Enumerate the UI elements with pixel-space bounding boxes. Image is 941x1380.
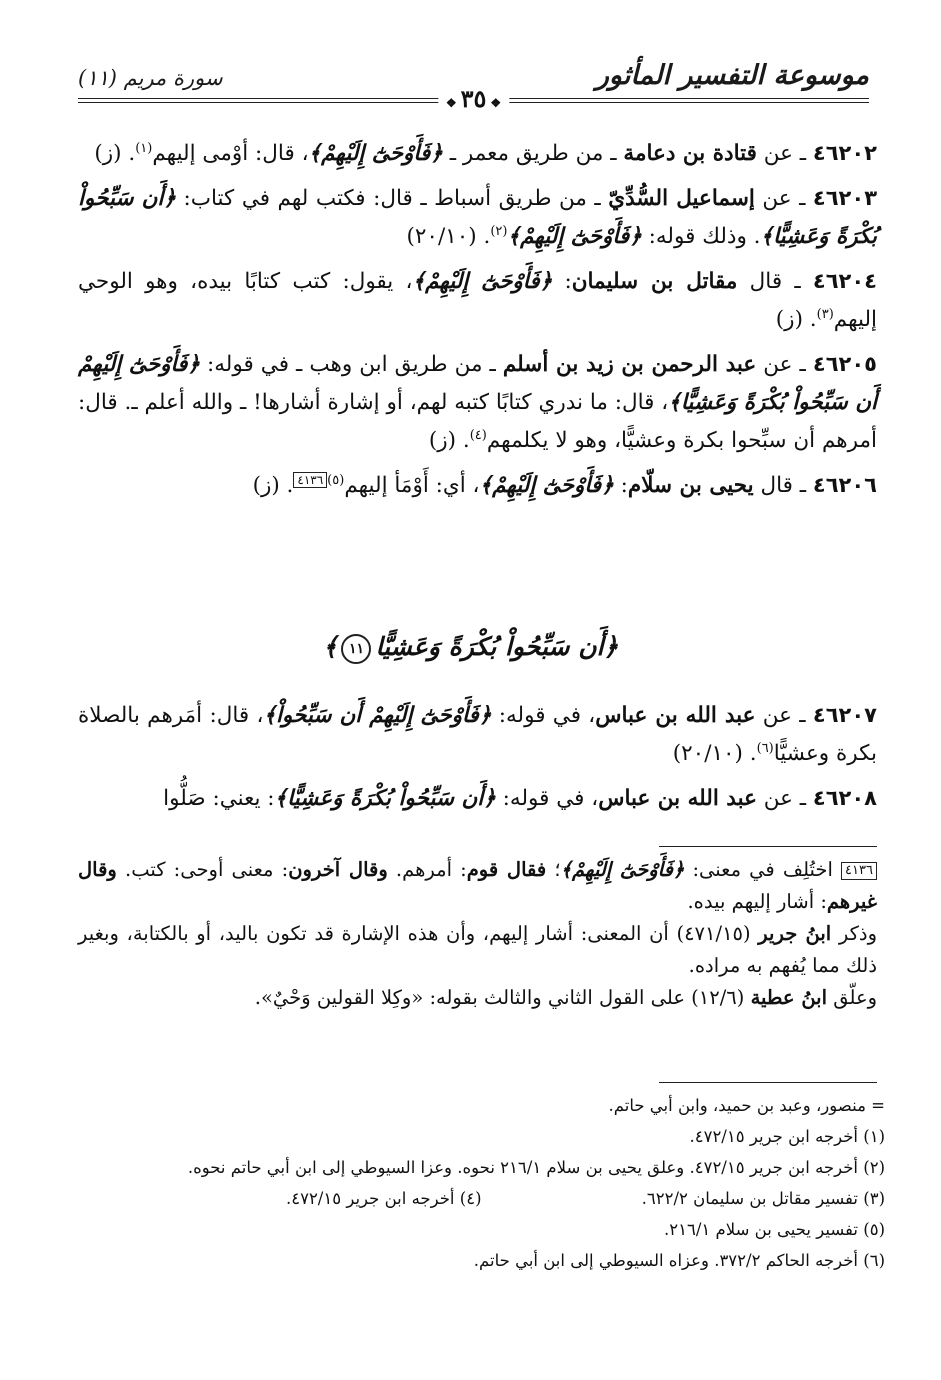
narration-text: ، قال: أمَرهم بالصلاة بكرة وعشيًّا xyxy=(78,703,877,766)
footnote-6: (٦) أخرجه الحاكم ٣٧٢/٢. وعزاه السيوطي إلى ابن أبي حاتم. xyxy=(473,1251,885,1270)
narration-text: ، في قوله: xyxy=(495,786,599,811)
narration-number: ٤٦٢٠٧ xyxy=(812,703,877,727)
commentary-text: : معنى أوحى: كتب. xyxy=(116,858,289,881)
footnote-ref: (١) xyxy=(135,140,153,156)
commentary-block xyxy=(78,854,877,1014)
scholar-name: ابنُ عطية xyxy=(750,986,828,1009)
ornament-icon: ❖ xyxy=(490,96,502,110)
commentary-paragraph xyxy=(78,918,877,982)
footnote-ref: (٢) xyxy=(490,223,508,239)
narration-46203 xyxy=(78,179,877,256)
narration-text: ـ عن xyxy=(756,141,813,166)
quran-quote: ﴿أَن سَبِّحُواْ بُكْرَةً وَعَشِيًّا﴾ xyxy=(274,786,496,811)
footnote-rule xyxy=(659,1082,877,1083)
book-title: موسوعة التفسير المأثور xyxy=(595,60,869,91)
footnotes xyxy=(78,1090,885,1276)
narration-source: . (ز) xyxy=(775,307,817,332)
quran-quote: ﴿فَأَوْحَىٰٓ إِلَيْهِمْ﴾ xyxy=(507,224,642,249)
opinion-label: وقال آخرون xyxy=(288,858,388,881)
commentary-paragraph xyxy=(78,982,877,1014)
commentary-text: وعلّق xyxy=(827,986,877,1009)
footnote-3: (٣) تفسير مقاتل بن سليمان ٦٢٢/٢. xyxy=(641,1189,885,1208)
quran-quote: ﴿فَأَوْحَىٰٓ إِلَيْهِمْ﴾ xyxy=(560,858,685,881)
narration-46204 xyxy=(78,262,877,339)
narration-text: ـ عن xyxy=(756,352,813,377)
narration-text: ـ قال xyxy=(737,269,813,294)
commentary-ref-box: ٤١٣٦ xyxy=(293,472,327,488)
scholar-name: ابنُ جرير xyxy=(758,922,832,945)
footnote-ref: (٦) xyxy=(756,740,774,756)
narration-text: ، قال: ما ندري كتابًا كتبه لهم، أو إشارة أشارها! ـ والله أعلم ـ. قال: أمرهم أن سبِّحوا بكرة وعشيًّا، وهو لا يكلمهم xyxy=(78,390,877,453)
narration-text: ، في قوله: xyxy=(491,703,596,728)
surah-label: سورة مريم (١١) xyxy=(78,66,223,90)
narration-source: . (ز) xyxy=(252,473,294,498)
footnote-ref: (٣) xyxy=(816,306,834,322)
quran-quote: ﴿فَأَوْحَىٰٓ إِلَيْهِمْ أَن سَبِّحُواْ﴾ xyxy=(263,703,492,728)
narration-text: ـ عن xyxy=(756,786,813,811)
page-number: ٣٥ xyxy=(460,84,487,113)
narrator-name: مقاتل بن سليمان xyxy=(571,269,738,294)
narration-text: ـ من طريق أسباط ـ قال: فكتب لهم في كتاب: xyxy=(176,186,609,211)
quran-quote: ﴿فَأَوْحَىٰٓ إِلَيْهِمْ﴾ xyxy=(412,269,553,294)
footnote-ref: (٤) xyxy=(469,427,487,443)
quran-quote: ﴿فَأَوْحَىٰٓ إِلَيْهِمْ﴾ xyxy=(308,141,443,166)
narration-46205 xyxy=(78,345,877,460)
narrator-name: عبد الله بن عباس xyxy=(598,786,757,811)
narration-number: ٤٦٢٠٦ xyxy=(812,473,877,497)
narrator-name: عبد الله بن عباس xyxy=(595,703,756,728)
narration-source: . (ز) xyxy=(94,141,136,166)
footnote-5: (٥) تفسير يحيى بن سلام ٢١٦/١. xyxy=(664,1220,885,1239)
narration-text: ـ عن xyxy=(754,186,813,211)
narration-number: ٤٦٢٠٢ xyxy=(812,141,877,165)
quran-quote: ﴿أَن سَبِّحُواْ بُكْرَةً وَعَشِيًّا﴾ xyxy=(78,186,877,249)
ayah-number-icon: ١١ xyxy=(341,634,371,664)
narration-text: ، قال: أوْمى إليهم xyxy=(152,141,309,166)
narration-text: ـ من طريق ابن وهب ـ في قوله: xyxy=(199,352,503,377)
commentary-text: وذكر xyxy=(831,922,877,945)
narration-text: ، أي: أَوْمَأ إليهم xyxy=(344,473,480,498)
footnote-1: (١) أخرجه ابن جرير ٤٧٢/١٥. xyxy=(689,1127,885,1146)
commentary-text: اختُلِف في معنى: xyxy=(684,858,842,881)
narration-46207 xyxy=(78,696,877,773)
narrator-name: عبد الرحمن بن زيد بن أسلم xyxy=(502,352,757,377)
narrations-block-1 xyxy=(78,134,877,511)
narration-source: . (٢٠/١٠) xyxy=(672,741,757,766)
narration-number: ٤٦٢٠٤ xyxy=(812,269,877,293)
narration-text: ـ قال xyxy=(753,473,813,498)
narration-number: ٤٦٢٠٨ xyxy=(812,786,877,810)
narration-text: : xyxy=(552,269,572,294)
commentary-text: : أمرهم. xyxy=(387,858,467,881)
narration-source: . (ز) xyxy=(428,428,470,453)
verse-heading xyxy=(0,632,941,664)
narration-text: ـ من طريق معمر ـ xyxy=(442,141,624,166)
narration-46202 xyxy=(78,134,877,173)
verse-close-bracket: ﴾ xyxy=(322,632,338,661)
footnote-4: (٤) أخرجه ابن جرير ٤٧٢/١٥. xyxy=(285,1189,482,1208)
commentary-rule xyxy=(659,846,877,847)
footnote-2: (٢) أخرجه ابن جرير ٤٧٢/١٥. وعلق يحيى بن سلام ٢١٦/١ نحوه. وعزا السيوطي إلى ابن أبي حاتم نحوه. xyxy=(187,1158,885,1177)
narrations-block-2 xyxy=(78,696,877,824)
narration-text: : يعني: صَلُّوا xyxy=(163,786,275,811)
quran-quote: ﴿فَأَوْحَىٰٓ إِلَيْهِمْ أَن سَبِّحُواْ بُكْرَةً وَعَشِيًّا﴾ xyxy=(78,352,877,415)
commentary-text: : أشار إليهم بيده. xyxy=(687,890,827,913)
narration-number: ٤٦٢٠٣ xyxy=(812,186,878,210)
narrator-name: يحيى بن سلّام xyxy=(627,473,754,498)
commentary-text: (٤٧١/١٥) أن المعنى: أشار إليهم، وأن هذه الإشارة قد تكون باليد، أو بالكتابة، وبغير ذلك مما يُفهم به مراده. xyxy=(78,922,877,977)
commentary-number-box: ٤١٣٦ xyxy=(841,862,877,880)
narration-number: ٤٦٢٠٥ xyxy=(812,352,877,376)
narration-text: : xyxy=(613,473,628,498)
narration-text: ، يقول: كتب كتابًا بيده، وهو الوحي إليهم xyxy=(78,269,877,332)
page-number-block xyxy=(438,84,509,113)
narration-text: . وذلك قوله: xyxy=(641,224,761,249)
footnote-pair xyxy=(78,1183,885,1214)
verse-text: ﴿أَن سَبِّحُواْ بُكْرَةً وَعَشِيًّا xyxy=(375,632,619,661)
commentary-text: (١٢/٦) على القول الثاني والثالث بقوله: «وكِلا القولين وَحْيٌ». xyxy=(254,986,751,1009)
running-header xyxy=(78,58,869,113)
narrator-name: قتادة بن دعامة xyxy=(623,141,757,166)
commentary-paragraph xyxy=(78,854,877,918)
footnote-ref: (٥) xyxy=(327,472,345,488)
narration-source: . (٢٠/١٠) xyxy=(406,224,491,249)
narration-text: ـ عن xyxy=(755,703,813,728)
narration-46206 xyxy=(78,466,877,505)
narration-46208 xyxy=(78,779,877,818)
opinion-label: فقال قوم xyxy=(466,858,547,881)
ornament-icon: ❖ xyxy=(445,96,457,110)
quran-quote: ﴿فَأَوْحَىٰٓ إِلَيْهِمْ﴾ xyxy=(479,473,614,498)
footnote-continuation: = منصور، وعبد بن حميد، وابن أبي حاتم. xyxy=(608,1096,885,1115)
narrator-name: إسماعيل السُّدِّيّ xyxy=(608,186,755,211)
commentary-text: ؛ xyxy=(546,858,561,881)
opinion-label: وقال غيرهم xyxy=(78,858,877,913)
